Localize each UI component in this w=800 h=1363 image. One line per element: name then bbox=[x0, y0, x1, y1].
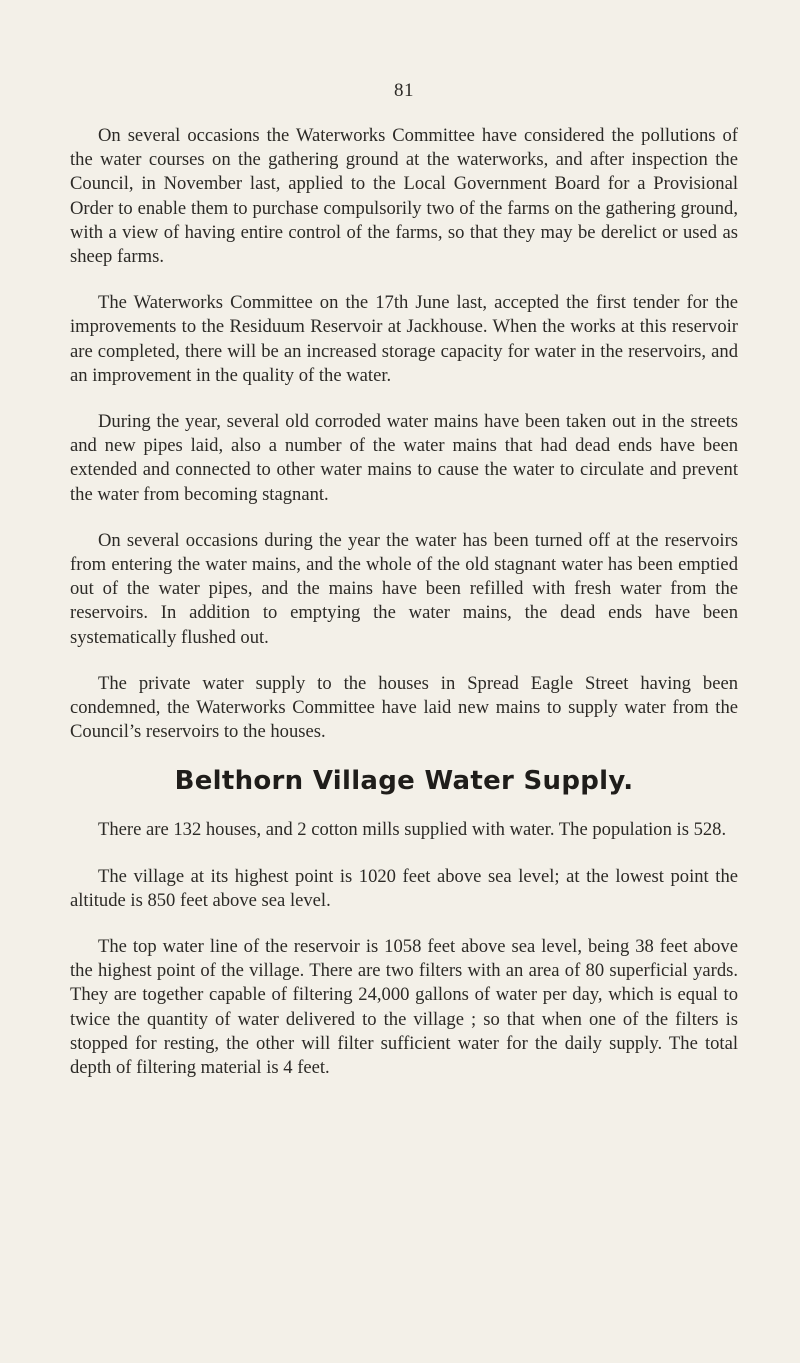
paragraph-residuum-reservoir: The Waterworks Committee on the 17th June last, accepted the first tender for the improvements to the Residuum Reservoir at Jackhouse. When the works at this reservoir are completed, there will be an increased storage capacity for water in the reservoirs, and an improvement in the quality of the water. bbox=[70, 292, 738, 386]
paragraph-stagnant-water: On several occasions during the year the water has been turned off at the reservoirs from entering the water mains, and the whole of the old stagnant water has been emptied out of the water pipes, and the mains have been refilled with fresh water from the reservoirs. In addition to emptying the water mains, the dead ends have been systematically flushed out. bbox=[70, 529, 738, 648]
paragraph-altitude: The village at its highest point is 1020 feet above sea level; at the lowest point the altitude is 850 feet above sea level. bbox=[70, 865, 738, 911]
page-number: 81 bbox=[394, 80, 414, 101]
paragraph-corroded-mains: During the year, several old corroded water mains have been taken out in the streets and new pipes laid, also a number of the water mains that had dead ends have been extended and connected to other water mains to cause the water to circulate and prevent the water from becoming stagnant. bbox=[70, 411, 738, 505]
paragraph-gathering-ground: On several occasions the Waterworks Committee have considered the pollutions of the water courses on the gathering ground at the waterworks, and after inspection the Council, in November last, applied to the Local Government Board for a Provisional Order to enable them to purchase compulsorily two of the farms on the gathering ground, with a view of having entire control of the farms, so that they may be derelict or used as sheep farms. bbox=[70, 125, 738, 268]
paragraph-spread-eagle-street: The private water supply to the houses in Spread Eagle Street having been condemned, the Waterworks Committee have laid new mains to supply water from the Council’s reservoirs to the houses. bbox=[70, 672, 738, 743]
section-heading: Belthorn Village Water Supply. bbox=[174, 766, 634, 797]
paragraph-reservoir-filters: The top water line of the reservoir is 1058 feet above sea level, being 38 feet above the highest point of the village. There are two filters with an area of 80 superficial yards. They are together capable of filtering 24,000 gallons of water per day, which is equal to twice the quantity of water delivered to the village ; so that when one of the filters is stopped for resting, the other will filter sufficient water for the daily supply. The total depth of filtering material is 4 feet. bbox=[70, 936, 738, 1079]
document-page bbox=[70, 80, 738, 1102]
paragraph-houses-population: There are 132 houses, and 2 cotton mills supplied with water. The population is 528. bbox=[98, 819, 727, 841]
